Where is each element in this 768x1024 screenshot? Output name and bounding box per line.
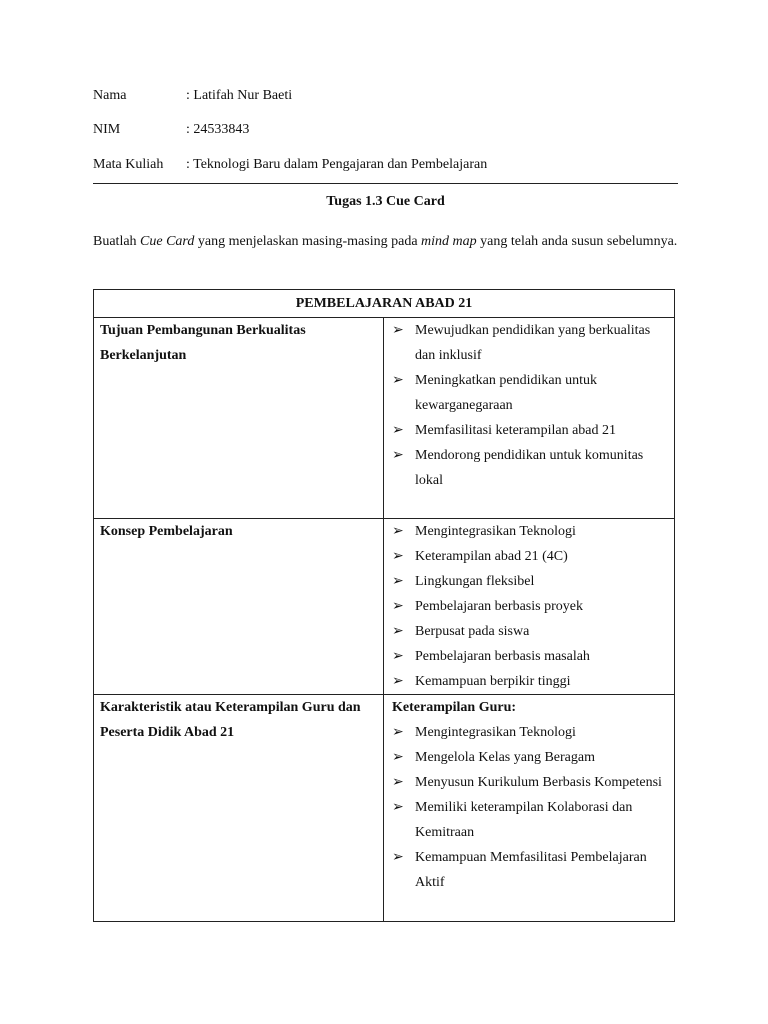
nim-label: NIM (93, 122, 121, 137)
table-heading: PEMBELAJARAN ABAD 21 (94, 290, 675, 318)
arrowhead-bullet-icon: ➢ (392, 800, 404, 815)
list-item (392, 644, 670, 669)
course-value: : Teknologi Baru dalam Pengajaran dan Pembelajaran (186, 157, 488, 172)
intro-paragraph (93, 229, 678, 254)
table-row (94, 695, 675, 922)
list-item-text: Berpusat pada siswa (415, 624, 530, 639)
list-item (392, 845, 670, 895)
header-divider (93, 183, 678, 184)
list-item-text: Pembelajaran berbasis masalah (415, 649, 590, 664)
list-item (392, 569, 670, 594)
list-item (392, 720, 670, 745)
list-item-text: Memfasilitasi keterampilan abad 21 (415, 423, 616, 438)
arrowhead-bullet-icon: ➢ (392, 850, 404, 865)
list-item-text: Mengelola Kelas yang Beragam (415, 750, 595, 765)
row-subheading: Keterampilan Guru: (392, 700, 517, 715)
list-item-text: Keterampilan abad 21 (4C) (415, 549, 568, 564)
list-item (392, 544, 670, 569)
list-item (392, 318, 670, 368)
arrowhead-bullet-icon: ➢ (392, 373, 404, 388)
list-item-text: Mendorong pendidikan untuk komunitas lokal (415, 448, 644, 488)
row-points (384, 318, 675, 519)
arrowhead-bullet-icon: ➢ (392, 574, 404, 589)
table-row (94, 519, 675, 695)
arrowhead-bullet-icon: ➢ (392, 549, 404, 564)
arrowhead-bullet-icon: ➢ (392, 674, 404, 689)
list-item-text: Memiliki keterampilan Kolaborasi dan Kemitraan (415, 800, 633, 840)
row-topic: Karakteristik atau Keterampilan Guru dan Peserta Didik Abad 21 (94, 695, 384, 922)
row-points (384, 695, 675, 922)
table-row (94, 318, 675, 519)
list-item-text: Mewujudkan pendidikan yang berkualitas dan inklusif (415, 323, 651, 363)
cue-card-table (93, 289, 675, 922)
list-item (392, 519, 670, 544)
list-item (392, 368, 670, 418)
arrowhead-bullet-icon: ➢ (392, 423, 404, 438)
arrowhead-bullet-icon: ➢ (392, 323, 404, 338)
intro-text-1: Buatlah (93, 234, 141, 249)
list-item-text: Mengintegrasikan Teknologi (415, 725, 576, 740)
intro-italic-1: Cue Card (140, 234, 195, 249)
list-item-text: Kemampuan berpikir tinggi (415, 674, 571, 689)
list-item (392, 594, 670, 619)
list-item (392, 745, 670, 770)
name-value: : Latifah Nur Baeti (186, 88, 293, 103)
bullet-list (392, 720, 670, 895)
row-points (384, 519, 675, 695)
arrowhead-bullet-icon: ➢ (392, 725, 404, 740)
bullet-list (392, 318, 670, 493)
list-item-text: Kemampuan Memfasilitasi Pembelajaran Aktif (415, 850, 647, 890)
list-item-text: Lingkungan fleksibel (415, 574, 535, 589)
list-item (392, 619, 670, 644)
course-label: Mata Kuliah (93, 157, 164, 172)
bullet-list (392, 519, 670, 694)
arrowhead-bullet-icon: ➢ (392, 750, 404, 765)
arrowhead-bullet-icon: ➢ (392, 624, 404, 639)
arrowhead-bullet-icon: ➢ (392, 448, 404, 463)
row-topic: Tujuan Pembangunan Berkualitas Berkelanjutan (94, 318, 384, 519)
list-item (392, 443, 670, 493)
arrowhead-bullet-icon: ➢ (392, 599, 404, 614)
list-item-text: Menyusun Kurikulum Berbasis Kompetensi (415, 775, 662, 790)
nim-value: : 24533843 (186, 122, 250, 137)
intro-italic-2: mind map (421, 234, 477, 249)
list-item (392, 669, 670, 694)
list-item-text: Meningkatkan pendidikan untuk kewarganegaraan (415, 373, 597, 413)
list-item (392, 770, 670, 795)
list-item-text: Mengintegrasikan Teknologi (415, 524, 576, 539)
name-label: Nama (93, 88, 127, 103)
arrowhead-bullet-icon: ➢ (392, 649, 404, 664)
list-item-text: Pembelajaran berbasis proyek (415, 599, 583, 614)
row-topic: Konsep Pembelajaran (94, 519, 384, 695)
intro-text-2: yang menjelaskan masing-masing pada (194, 234, 422, 249)
arrowhead-bullet-icon: ➢ (392, 775, 404, 790)
list-item (392, 418, 670, 443)
document-title: Tugas 1.3 Cue Card (326, 194, 445, 209)
intro-text-3: yang telah anda susun sebelumnya. (476, 234, 678, 249)
list-item (392, 795, 670, 845)
arrowhead-bullet-icon: ➢ (392, 524, 404, 539)
